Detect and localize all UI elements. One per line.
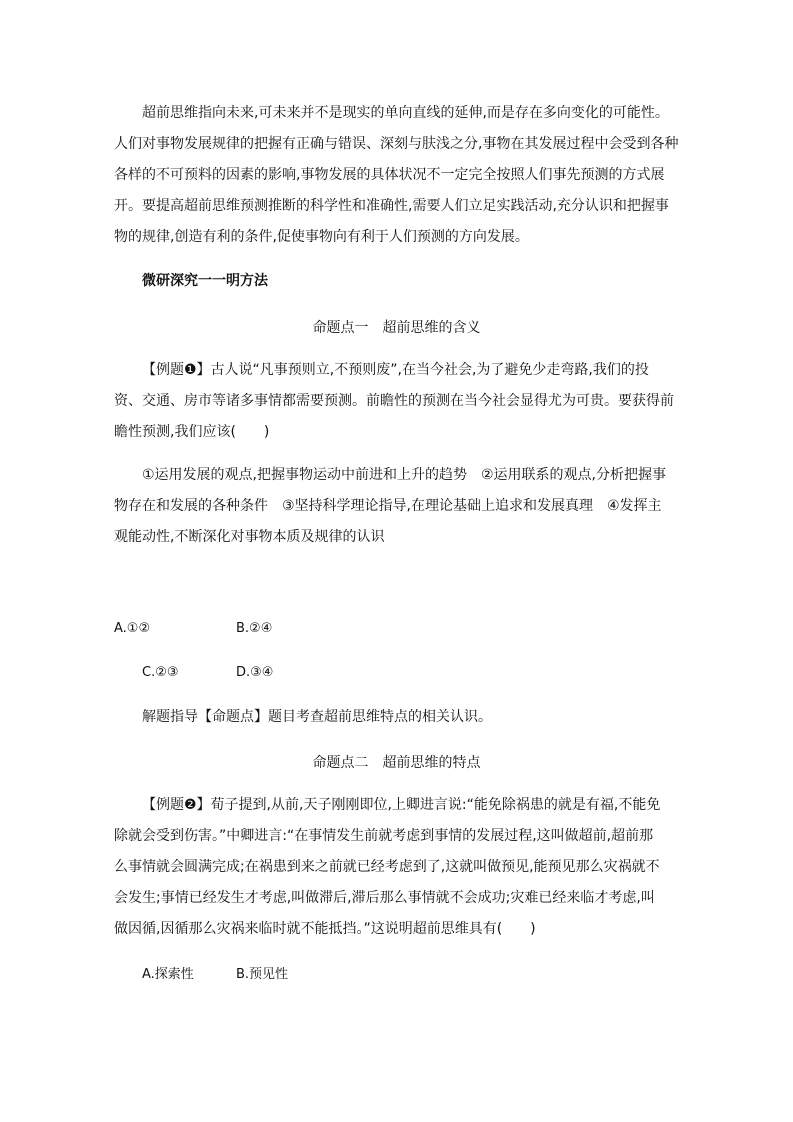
- intro-line: 各样的不可预料的因素的影响,事物发展的具体状况不一定完全按照人们事先预测的方式展: [114, 167, 665, 183]
- point1-statements: [114, 460, 674, 553]
- option-a: A.①②: [114, 621, 151, 636]
- question-line: 【例题❶】古人说“凡事预则立,不预则废”,在当今社会,为了避免少走弯路,我们的投: [142, 362, 649, 378]
- question-line: 会发生;事情已经发生才考虑,叫做滞后,滞后那么事情就不会成功;灾难已经来临才考虑,叫: [114, 890, 655, 906]
- point1-question: [114, 355, 674, 448]
- option-a: A.探索性: [142, 967, 194, 982]
- question-line: 做因循,因循那么灾祸来临时就不能抵挡。”这说明超前思维具有( ): [114, 921, 536, 937]
- intro-line: 物的规律,创造有利的条件,促使事物向有利于人们预测的方向发展。: [114, 229, 529, 245]
- question-line: 【例题❷】荀子提到,从前,天子刚刚即位,上卿进言说:“能免除祸患的就是有福,不能免: [142, 797, 661, 813]
- option-d: D.③④: [236, 665, 274, 680]
- intro-line: 开。要提高超前思维预测推断的科学性和准确性,需要人们立足实践活动,充分认识和把握事: [114, 198, 669, 214]
- point1-title: 命题点一 超前思维的含义: [312, 320, 481, 336]
- statement-line: 物存在和发展的各种条件 ③坚持科学理论指导,在理论基础上追求和发展真理 ④发挥主: [114, 498, 662, 514]
- intro-line: 人们对事物发展规律的把握有正确与错误、深刻与肤浅之分,事物在其发展过程中会受到各种: [114, 136, 679, 152]
- intro-paragraph: [114, 98, 679, 253]
- question-line: 资、交通、房市等诸多事情都需要预测。前瞻性的预测在当今社会显得尤为可贵。要获得前: [114, 393, 674, 409]
- statement-line: ①运用发展的观点,把握事物运动中前进和上升的趋势 ②运用联系的观点,分析把握事: [142, 467, 666, 483]
- point2-title: 命题点二 超前思维的特点: [312, 755, 481, 771]
- point2-question: [114, 790, 674, 945]
- option-c: C.②③: [142, 665, 179, 680]
- intro-line: 超前思维指向未来,可未来并不是现实的单向直线的延伸,而是存在多向变化的可能性。: [142, 105, 669, 121]
- question-line: 除就会受到伤害。”中卿进言:“在事情发生前就考虑到事情的发展过程,这叫做超前,超前那: [114, 828, 654, 844]
- statement-line: 观能动性,不断深化对事物本质及规律的认识: [114, 529, 385, 545]
- question-line: 么事情就会圆满完成;在祸患到来之前就已经考虑到了,这就叫做预见,能预见那么灾祸就不: [114, 859, 660, 875]
- question-line: 瞻性预测,我们应该( ): [114, 424, 270, 440]
- option-b: B.②④: [236, 621, 273, 636]
- option-b: B.预见性: [236, 967, 289, 982]
- section-heading: 微研深究一一明方法: [142, 273, 268, 289]
- point1-guide: 解题指导【命题点】题目考查超前思维特点的相关认识。: [142, 709, 492, 725]
